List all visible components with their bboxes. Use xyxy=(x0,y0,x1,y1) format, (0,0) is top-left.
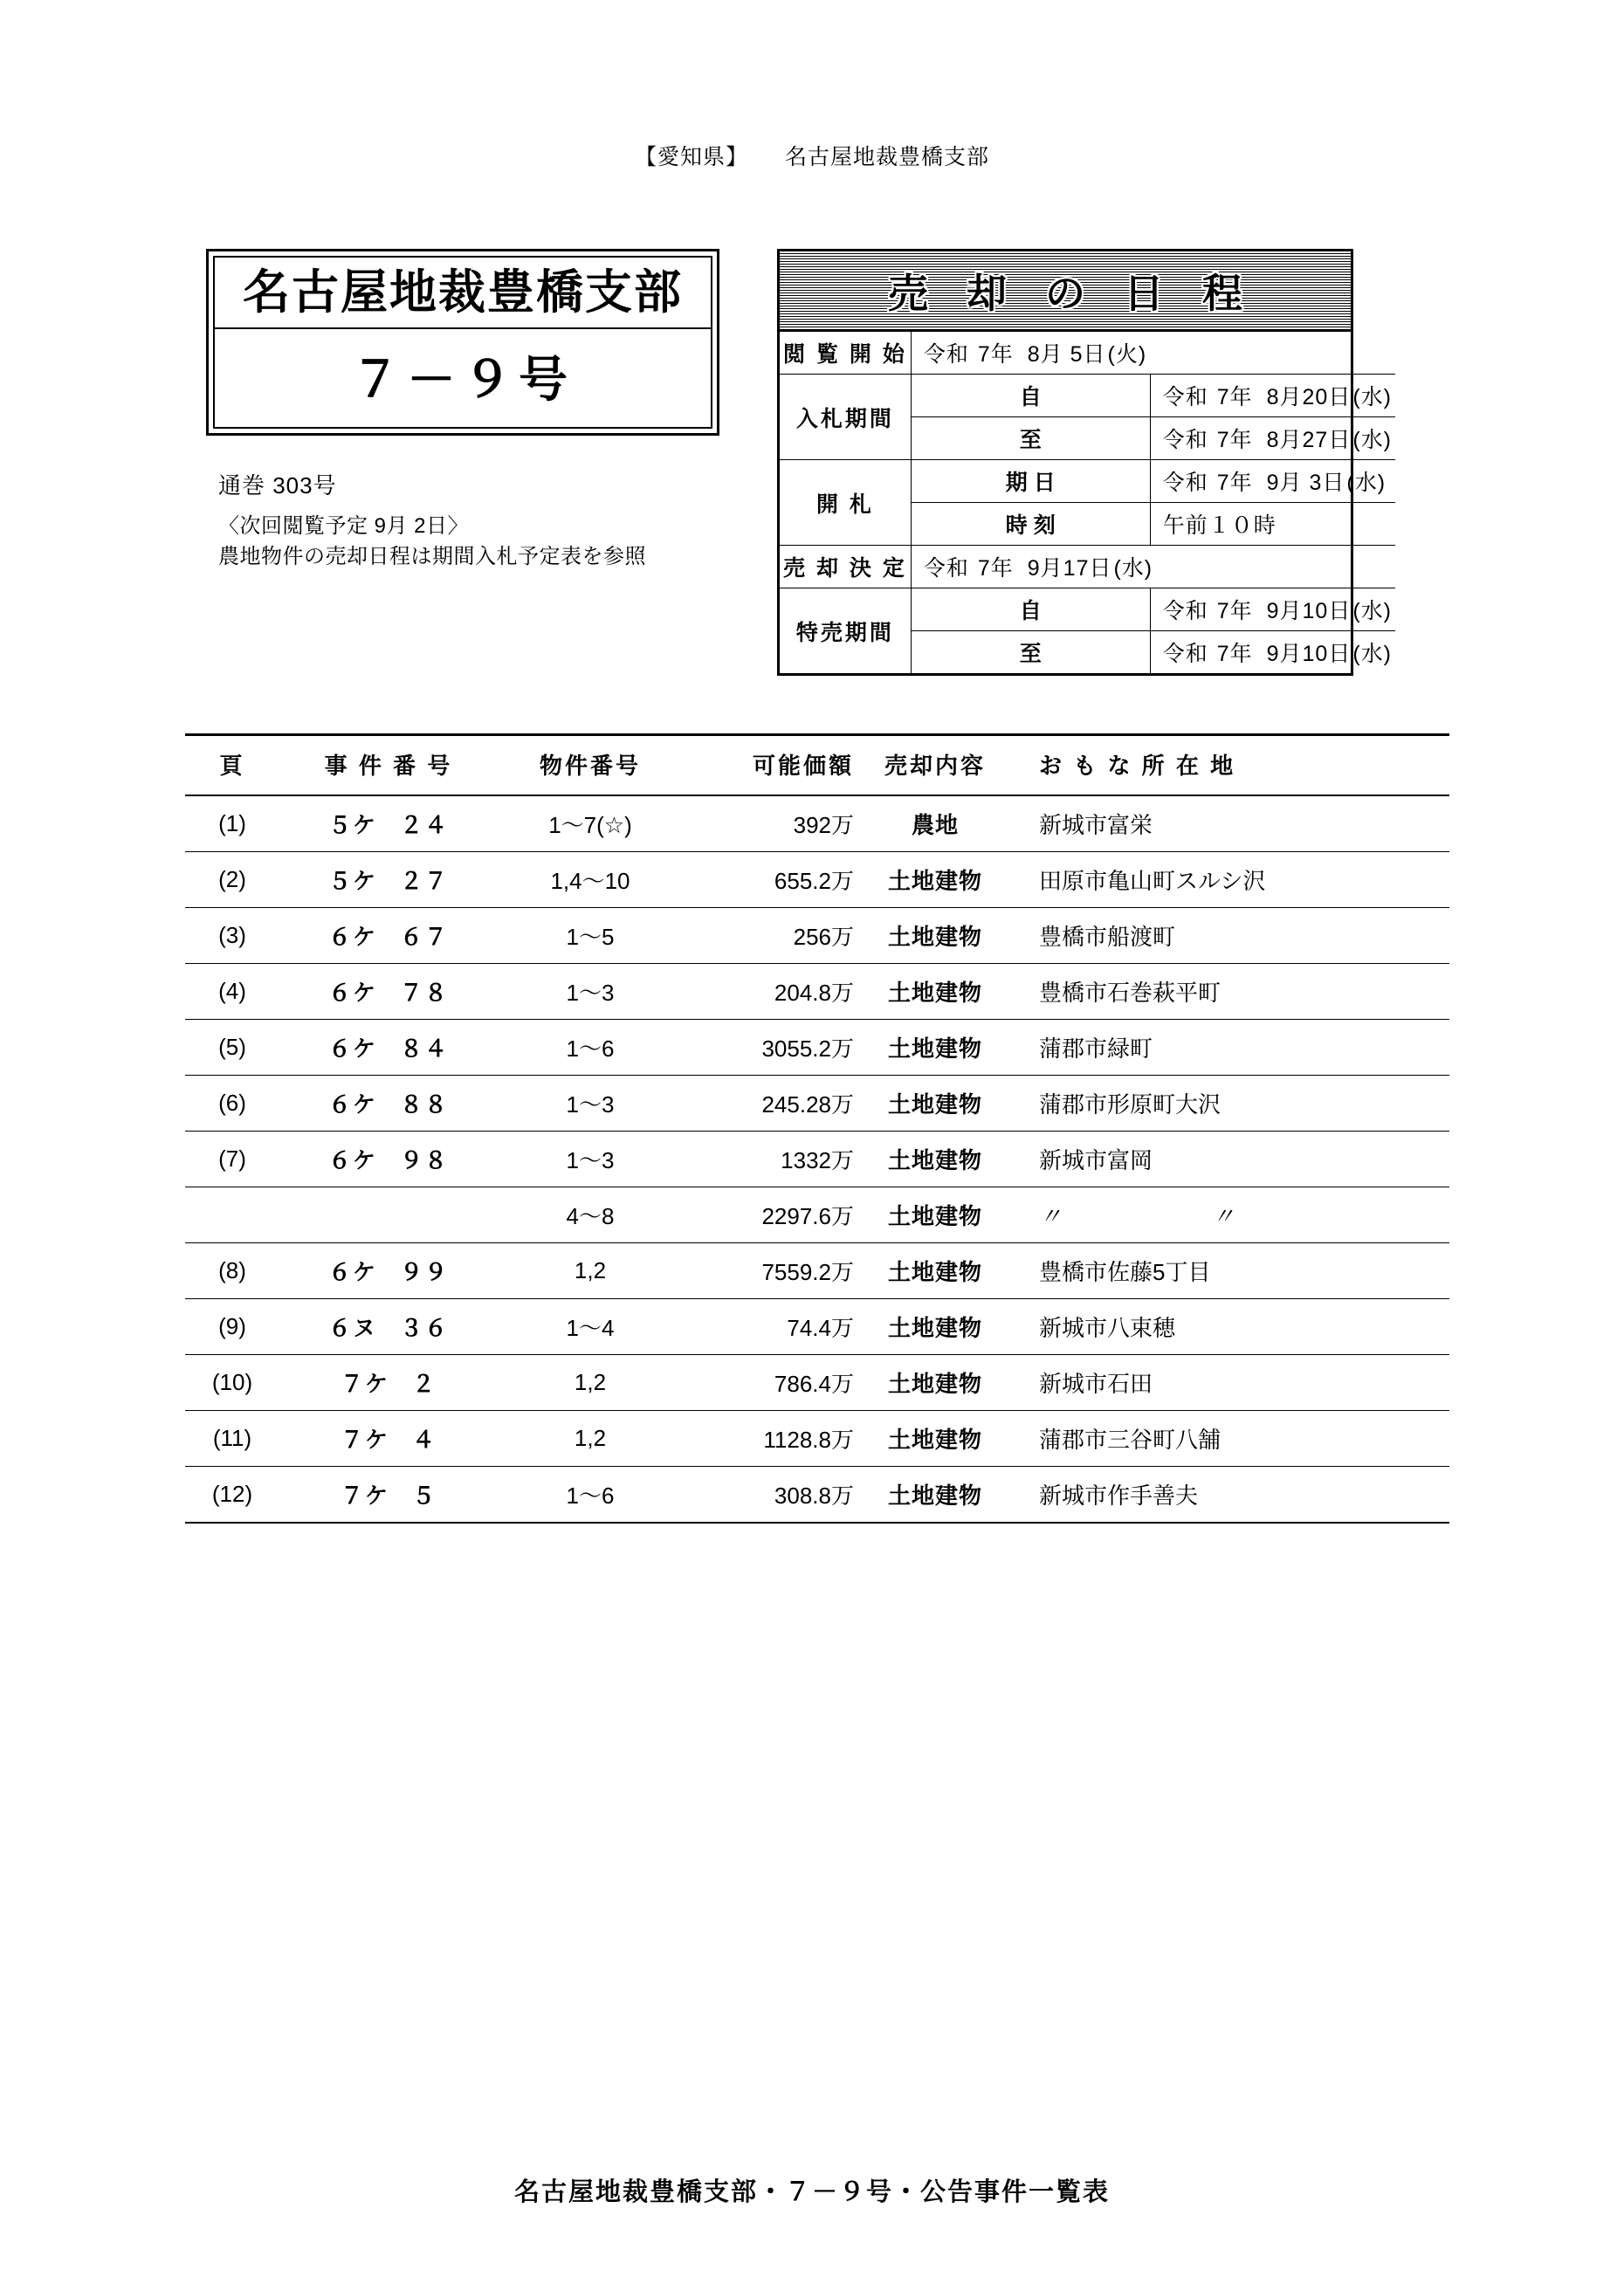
schedule-value xyxy=(1150,460,1395,503)
case-number: ３６ xyxy=(400,1315,450,1341)
era-label: 令和 xyxy=(1162,385,1208,409)
cell-price: 655.2万 xyxy=(683,852,861,908)
schedule-value xyxy=(911,546,1395,588)
table-body xyxy=(185,795,1449,1523)
cell-item-no: 1〜7(☆) xyxy=(498,795,683,852)
cell-location: 豊橋市石巻萩平町 xyxy=(1009,964,1449,1020)
schedule-value xyxy=(1150,375,1395,417)
case-number: ４ xyxy=(412,1427,437,1453)
prefecture-label: 【愛知県】 xyxy=(634,145,748,169)
case-number: ２ xyxy=(412,1371,437,1397)
table-header-row xyxy=(185,735,1449,796)
month-day-label: 9月10日 xyxy=(1266,599,1352,623)
cell-page: (6) xyxy=(185,1076,279,1132)
title-block xyxy=(206,249,719,436)
cell-item-no: 1,4〜10 xyxy=(498,852,683,908)
case-prefix: ７ケ xyxy=(340,1427,389,1453)
schedule-sublabel: 至 xyxy=(911,417,1150,460)
table-row xyxy=(185,1355,1449,1411)
cell-item-no: 1〜6 xyxy=(498,1467,683,1524)
case-number: ２７ xyxy=(400,868,450,894)
era-label: 令和 xyxy=(1162,471,1208,495)
month-day-label: 9月17日 xyxy=(1027,556,1112,581)
case-prefix: ６ケ xyxy=(327,1091,377,1118)
cell-case-no xyxy=(279,1243,498,1299)
schedule-label: 売 却 決 定 xyxy=(780,546,911,588)
cell-location: 豊橋市船渡町 xyxy=(1009,908,1449,964)
cell-location: 新城市作手善夫 xyxy=(1009,1467,1449,1524)
table-row xyxy=(185,1243,1449,1299)
cell-item-no: 1〜4 xyxy=(498,1299,683,1355)
cell-location: 新城市八束穂 xyxy=(1009,1299,1449,1355)
case-number: ８４ xyxy=(400,1035,450,1062)
cell-case-no xyxy=(279,1355,498,1411)
case-prefix: ７ケ xyxy=(340,1371,389,1397)
case-prefix: ６ケ xyxy=(327,1147,377,1173)
year-label: 7年 xyxy=(1216,428,1253,452)
cell-page: (12) xyxy=(185,1467,279,1524)
next-viewing-note xyxy=(218,512,646,573)
cell-location: 新城市石田 xyxy=(1009,1355,1449,1411)
cell-item-no: 1,2 xyxy=(498,1243,683,1299)
year-label: 7年 xyxy=(977,342,1014,367)
month-day-label: 9月10日 xyxy=(1266,642,1352,666)
cell-case-no xyxy=(279,1187,498,1243)
table-row xyxy=(185,1299,1449,1355)
cell-item-no: 1〜3 xyxy=(498,1132,683,1187)
cell-case-no xyxy=(279,908,498,964)
cell-price: 786.4万 xyxy=(683,1355,861,1411)
day-of-week-label: (水) xyxy=(1352,385,1392,409)
year-label: 7年 xyxy=(1216,471,1253,495)
era-label: 令和 xyxy=(1162,642,1208,666)
cell-kind: 土地建物 xyxy=(861,1355,1009,1411)
cell-kind: 土地建物 xyxy=(861,1411,1009,1467)
table-row xyxy=(185,1411,1449,1467)
cell-location: 豊橋市佐藤5丁目 xyxy=(1009,1243,1449,1299)
cell-page: (9) xyxy=(185,1299,279,1355)
schedule-row-viewing-start xyxy=(780,332,1395,375)
case-prefix: ５ケ xyxy=(327,812,377,838)
column-header-case-no: 事 件 番 号 xyxy=(279,735,498,796)
sale-schedule-table xyxy=(777,249,1392,676)
table-row xyxy=(185,964,1449,1020)
cell-kind: 土地建物 xyxy=(861,1299,1009,1355)
year-label: 7年 xyxy=(1216,385,1253,409)
day-of-week-label: (水) xyxy=(1352,599,1392,623)
cell-case-no xyxy=(279,1411,498,1467)
cell-price: 245.28万 xyxy=(683,1076,861,1132)
cell-location: 新城市富栄 xyxy=(1009,795,1449,852)
case-prefix: ６ケ xyxy=(327,1259,377,1285)
era-label: 令和 xyxy=(1162,428,1208,452)
farmland-note: 農地物件の売却日程は期間入札予定表を参照 xyxy=(218,544,646,568)
schedule-label: 特売期間 xyxy=(780,588,911,674)
schedule-value xyxy=(1150,588,1395,631)
cell-page xyxy=(185,1187,279,1243)
case-prefix: ６ケ xyxy=(327,980,377,1006)
cell-case-no xyxy=(279,1299,498,1355)
cell-case-no xyxy=(279,964,498,1020)
table-row xyxy=(185,852,1449,908)
table-row xyxy=(185,795,1449,852)
month-day-label: 8月20日 xyxy=(1266,385,1352,409)
cell-page: (8) xyxy=(185,1243,279,1299)
cell-case-no xyxy=(279,1020,498,1076)
year-label: 7年 xyxy=(1216,599,1253,623)
column-header-item-no: 物件番号 xyxy=(498,735,683,796)
cell-page: (2) xyxy=(185,852,279,908)
cell-page: (7) xyxy=(185,1132,279,1187)
era-label: 令和 xyxy=(923,342,969,367)
title-outer-frame xyxy=(206,249,719,436)
table-row xyxy=(185,908,1449,964)
year-label: 7年 xyxy=(977,556,1014,581)
cell-price: 7559.2万 xyxy=(683,1243,861,1299)
cell-case-no xyxy=(279,1076,498,1132)
month-day-label: 8月 5日 xyxy=(1027,342,1106,367)
cell-kind: 土地建物 xyxy=(861,1243,1009,1299)
case-prefix: ６ケ xyxy=(327,924,377,950)
cell-price: 204.8万 xyxy=(683,964,861,1020)
document-footer: 名古屋地裁豊橋支部・７－９号・公告事件一覧表 xyxy=(513,2178,1110,2206)
cell-case-no xyxy=(279,1467,498,1524)
schedule-row-bid-period-from xyxy=(780,375,1395,417)
column-header-price: 可能価額 xyxy=(683,735,861,796)
case-prefix: ７ケ xyxy=(340,1483,389,1509)
column-header-location: お も な 所 在 地 xyxy=(1009,735,1449,796)
cell-page: (3) xyxy=(185,908,279,964)
month-day-label: 9月 3日 xyxy=(1266,471,1345,495)
column-header-page: 頁 xyxy=(185,735,279,796)
era-label: 令和 xyxy=(1162,599,1208,623)
case-prefix: ５ケ xyxy=(327,868,377,894)
case-listing-table xyxy=(185,733,1449,1524)
cell-page: (4) xyxy=(185,964,279,1020)
cell-kind: 土地建物 xyxy=(861,964,1009,1020)
table-row xyxy=(185,1187,1449,1243)
cell-location: 蒲郡市緑町 xyxy=(1009,1020,1449,1076)
cell-location: 蒲郡市形原町大沢 xyxy=(1009,1076,1449,1132)
month-day-label: 8月27日 xyxy=(1266,428,1352,452)
day-of-week-label: (水) xyxy=(1113,556,1153,581)
title-inner-frame xyxy=(213,256,712,429)
cell-kind: 土地建物 xyxy=(861,1020,1009,1076)
cell-price: 1332万 xyxy=(683,1132,861,1187)
case-number: ９８ xyxy=(400,1147,450,1173)
cell-item-no: 1〜6 xyxy=(498,1020,683,1076)
case-number: ６７ xyxy=(400,924,450,950)
schedule-value: 午前１０時 xyxy=(1150,503,1395,546)
next-viewing-date: 〈次回閲覧予定 9月 2日〉 xyxy=(218,514,470,538)
cell-kind: 農地 xyxy=(861,795,1009,852)
cell-location: 田原市亀山町スルシ沢 xyxy=(1009,852,1449,908)
cell-price: 3055.2万 xyxy=(683,1020,861,1076)
day-of-week-label: (水) xyxy=(1346,471,1387,495)
cell-item-no: 1〜5 xyxy=(498,908,683,964)
cell-item-no: 1,2 xyxy=(498,1411,683,1467)
cell-page: (1) xyxy=(185,795,279,852)
case-number: ２４ xyxy=(400,812,450,838)
title-issue-number: ７－９号 xyxy=(351,352,575,409)
schedule-value xyxy=(1150,417,1395,460)
case-prefix: ６ヌ xyxy=(327,1315,377,1341)
schedule-label: 入札期間 xyxy=(780,375,911,460)
document-header xyxy=(0,140,1624,171)
cell-price: 392万 xyxy=(683,795,861,852)
cell-case-no xyxy=(279,1132,498,1187)
schedule-sublabel: 自 xyxy=(911,375,1150,417)
cell-kind: 土地建物 xyxy=(861,1467,1009,1524)
cell-item-no: 1〜3 xyxy=(498,964,683,1020)
case-number: ７８ xyxy=(400,980,450,1006)
cell-kind: 土地建物 xyxy=(861,852,1009,908)
cell-item-no: 1,2 xyxy=(498,1355,683,1411)
cell-case-no xyxy=(279,795,498,852)
schedule-row-opening-date xyxy=(780,460,1395,503)
cell-page: (11) xyxy=(185,1411,279,1467)
cell-price: 256万 xyxy=(683,908,861,964)
day-of-week-label: (火) xyxy=(1107,342,1147,367)
cell-price: 1128.8万 xyxy=(683,1411,861,1467)
cell-location: 〃 〃 xyxy=(1009,1187,1449,1243)
cell-item-no: 1〜3 xyxy=(498,1076,683,1132)
day-of-week-label: (水) xyxy=(1352,642,1392,666)
cell-location: 蒲郡市三谷町八舗 xyxy=(1009,1411,1449,1467)
case-number: ９９ xyxy=(400,1259,450,1285)
cell-page: (10) xyxy=(185,1355,279,1411)
schedule-row-special-sale-from xyxy=(780,588,1395,631)
schedule-sublabel: 期 日 xyxy=(911,460,1150,503)
table-row xyxy=(185,1020,1449,1076)
schedule-value xyxy=(911,332,1150,375)
cell-case-no xyxy=(279,852,498,908)
schedule-title: 売 却 の 日 程 xyxy=(780,251,1351,332)
schedule-row-sale-decision xyxy=(780,546,1395,588)
schedule-sublabel: 至 xyxy=(911,631,1150,674)
cell-item-no: 4〜8 xyxy=(498,1187,683,1243)
schedule-label: 開 札 xyxy=(780,460,911,546)
schedule-sublabel: 自 xyxy=(911,588,1150,631)
case-prefix: ６ケ xyxy=(327,1035,377,1062)
schedule-sublabel: 時 刻 xyxy=(911,503,1150,546)
schedule-label: 閲 覧 開 始 xyxy=(780,332,911,375)
cell-kind: 土地建物 xyxy=(861,908,1009,964)
table-row xyxy=(185,1132,1449,1187)
cell-location: 新城市富岡 xyxy=(1009,1132,1449,1187)
cell-kind: 土地建物 xyxy=(861,1132,1009,1187)
case-number: ５ xyxy=(412,1483,437,1509)
cell-kind: 土地建物 xyxy=(861,1187,1009,1243)
table-row xyxy=(185,1076,1449,1132)
title-court-name: 名古屋地裁豊橋支部 xyxy=(243,265,683,320)
column-header-kind: 売却内容 xyxy=(861,735,1009,796)
serial-number: 通巻 303号 xyxy=(218,472,337,499)
cell-price: 74.4万 xyxy=(683,1299,861,1355)
year-label: 7年 xyxy=(1216,642,1253,666)
court-name-label: 名古屋地裁豊橋支部 xyxy=(785,145,990,169)
era-label: 令和 xyxy=(923,556,969,581)
cell-price: 2297.6万 xyxy=(683,1187,861,1243)
day-of-week-label: (水) xyxy=(1352,428,1392,452)
cell-page: (5) xyxy=(185,1020,279,1076)
table-row xyxy=(185,1467,1449,1524)
schedule-rows xyxy=(780,332,1395,673)
schedule-value xyxy=(1150,631,1395,674)
cell-price: 308.8万 xyxy=(683,1467,861,1524)
case-number: ８８ xyxy=(400,1091,450,1118)
cell-kind: 土地建物 xyxy=(861,1076,1009,1132)
